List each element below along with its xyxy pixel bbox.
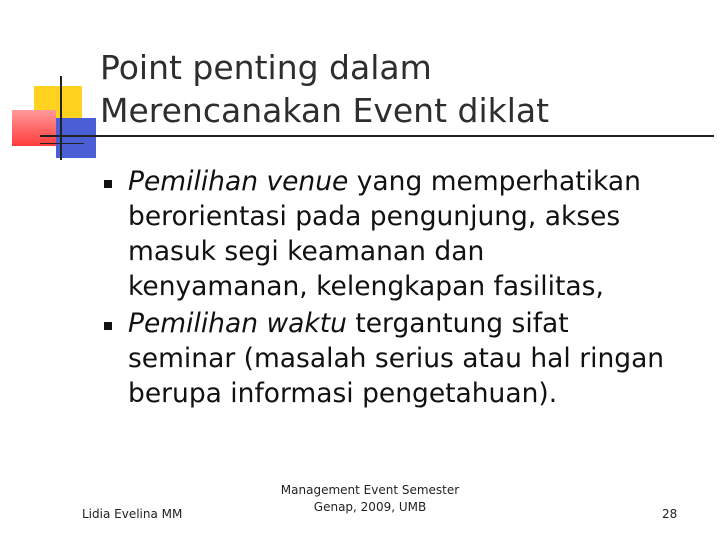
- bullet-item-venue: [104, 164, 704, 304]
- title-underline: [40, 135, 714, 137]
- bullet-first-line: [128, 306, 704, 341]
- bullet-text: tergantung sifat: [346, 308, 569, 339]
- ornament-vertical-line: [60, 76, 62, 160]
- bullet-line: masuk segi keamanan dan: [128, 236, 485, 267]
- ornament-blue-square: [56, 118, 96, 158]
- bullet-line: kenyamanan, kelengkapan fasilitas,: [128, 271, 604, 302]
- footer-course: [270, 482, 470, 516]
- bullet-item-waktu: [104, 306, 704, 411]
- bullet-square-icon: [104, 322, 112, 330]
- bullet-lead: Pemilihan waktu: [128, 308, 347, 339]
- ornament-red-square: [12, 110, 56, 146]
- bullet-line: berupa informasi pengetahuan).: [128, 378, 558, 409]
- slide-title: [100, 46, 700, 132]
- page-number: 28: [662, 507, 678, 521]
- bullet-list: [104, 164, 704, 411]
- title-line-1: Point penting dalam: [100, 48, 432, 87]
- ornament-short-line: [40, 143, 84, 144]
- bullet-first-line: [128, 164, 704, 199]
- footer-author: Lidia Evelina MM: [82, 507, 183, 521]
- bullet-line: berorientasi pada pengunjung, akses: [128, 201, 621, 232]
- bullet-text: yang memperhatikan: [348, 166, 641, 197]
- bullet-lead: Pemilihan venue: [128, 166, 349, 197]
- bullet-square-icon: [104, 180, 112, 188]
- title-line-2: Merencanakan Event diklat: [100, 91, 550, 130]
- bullet-line: seminar (masalah serius atau hal ringan: [128, 343, 665, 374]
- footer-course-line-1: Management Event Semester: [280, 483, 460, 497]
- slide-footer: [0, 480, 720, 540]
- footer-course-line-2: Genap, 2009, UMB: [313, 500, 427, 514]
